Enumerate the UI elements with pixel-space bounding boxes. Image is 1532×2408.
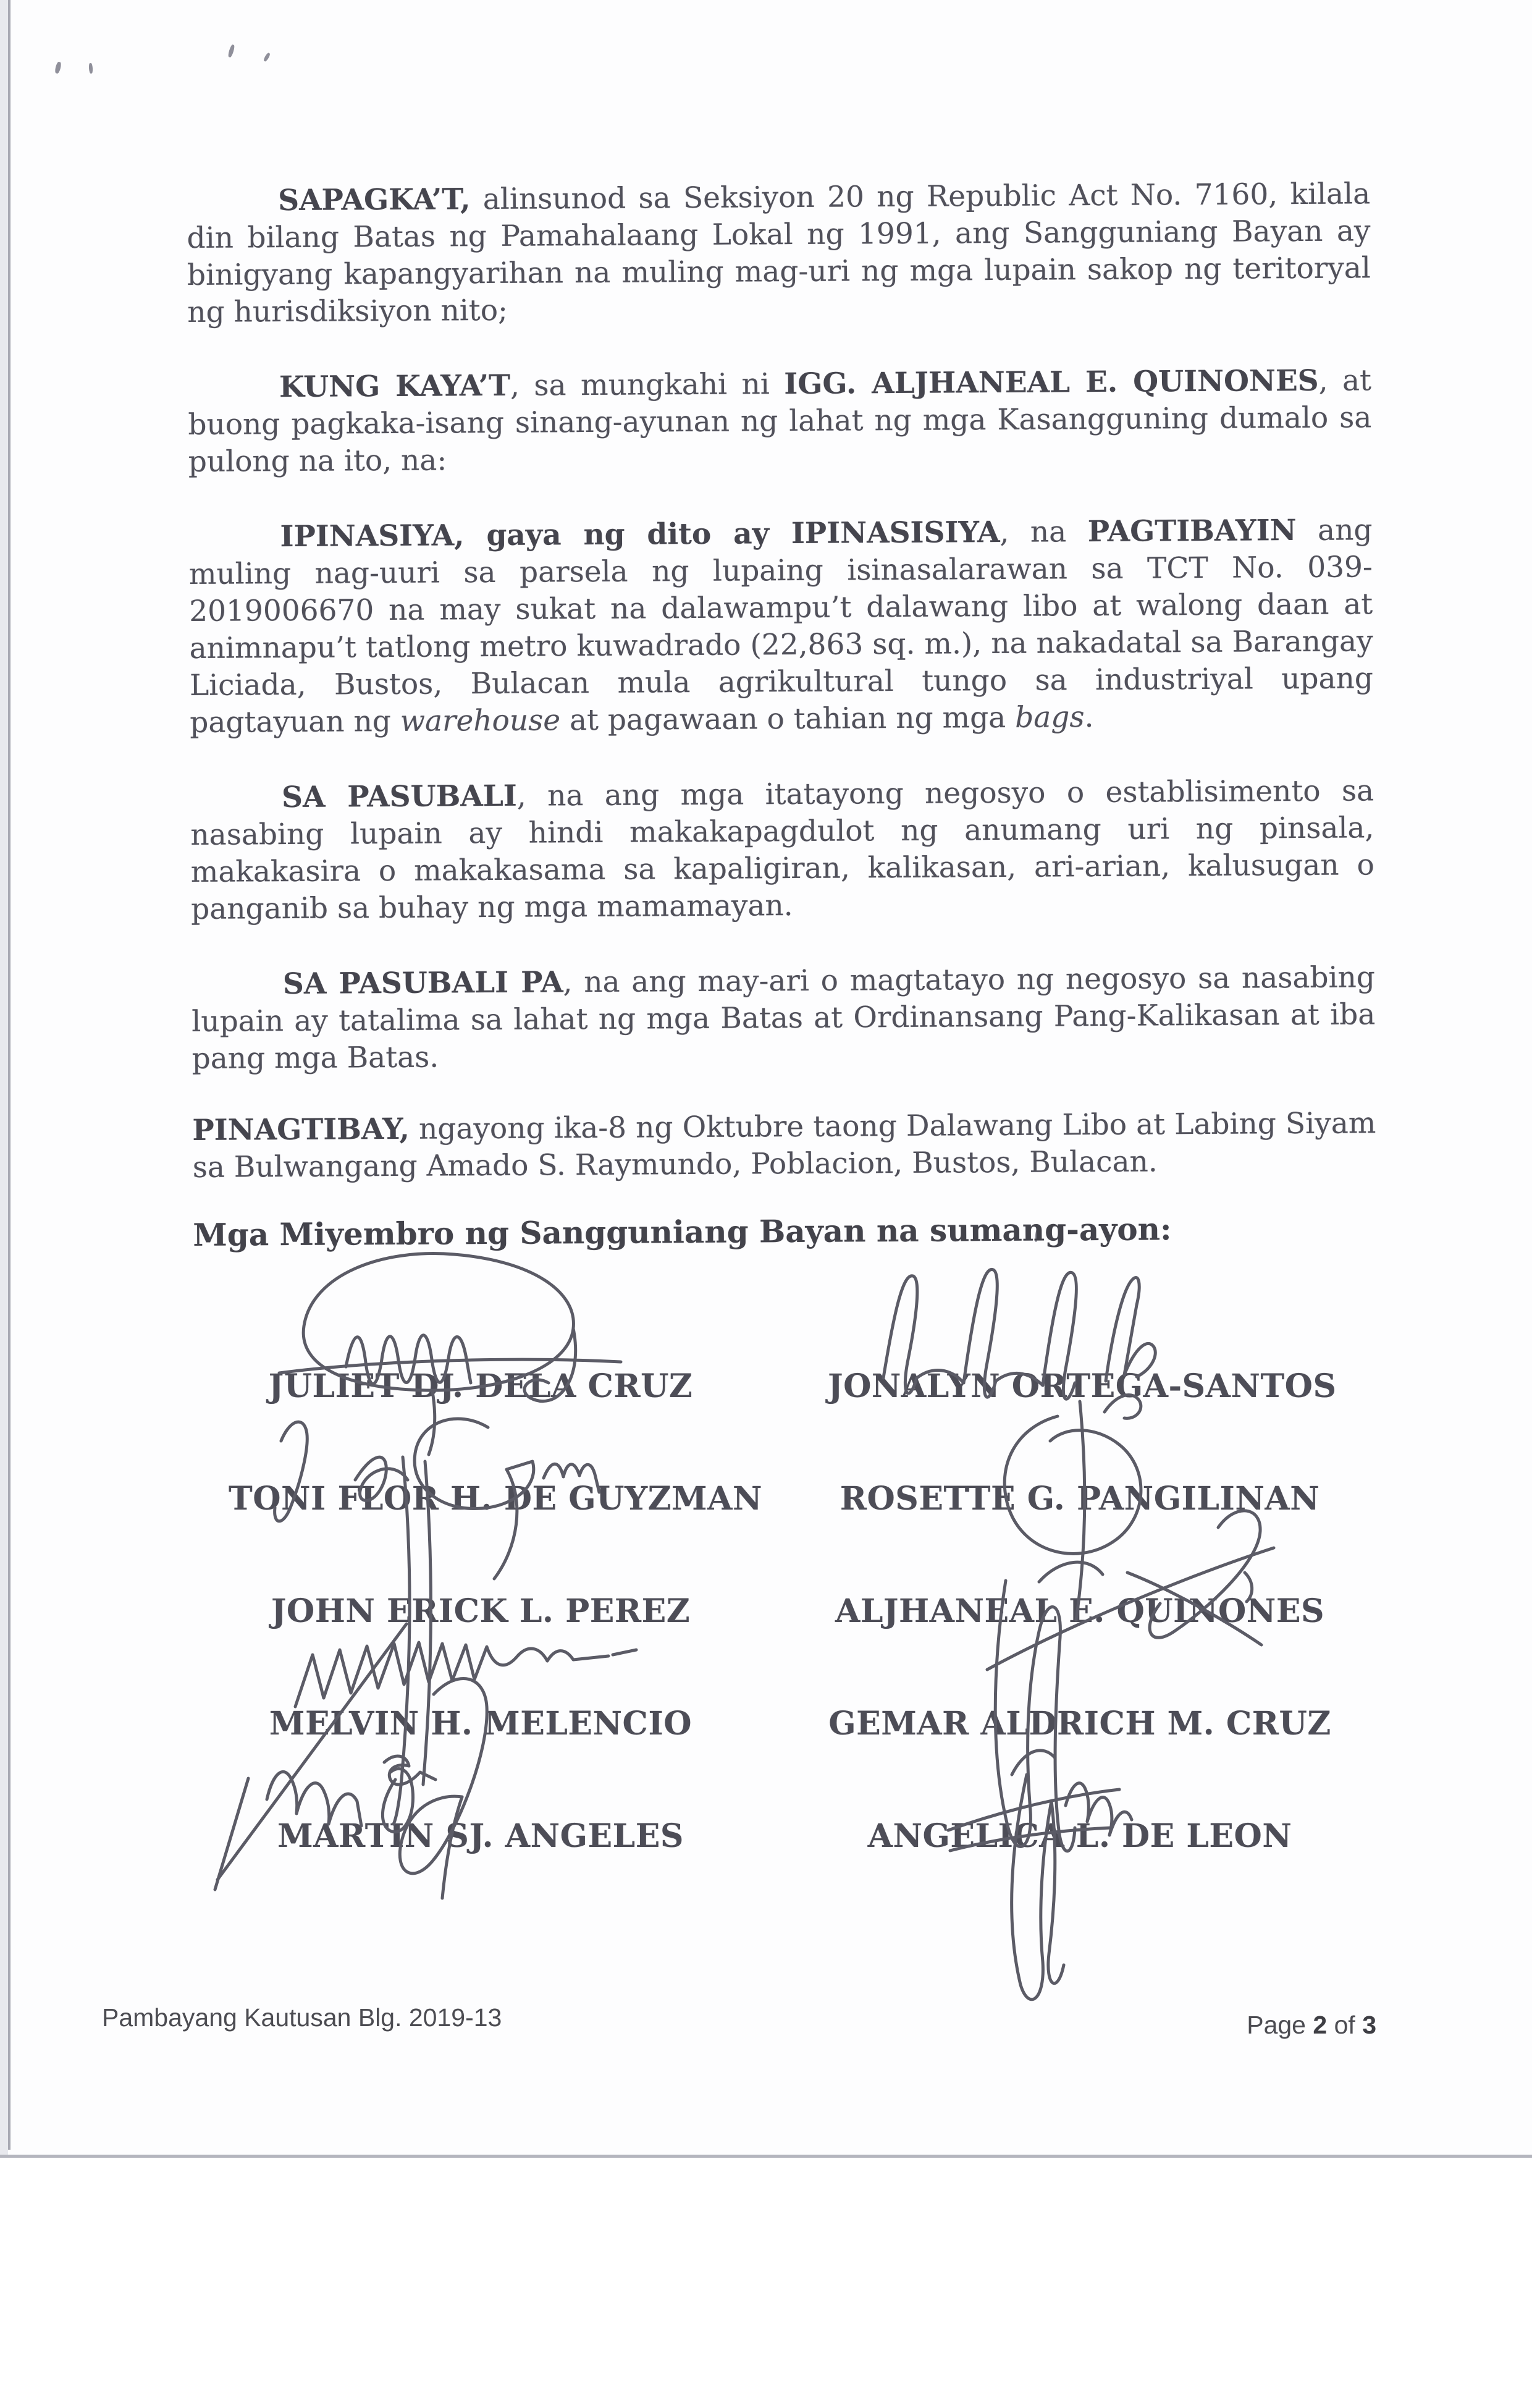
footer-ordinance-number: Pambayang Kautusan Blg. 2019-13: [102, 2003, 502, 2032]
member-name: ALJHANEAL E. QUINONES: [835, 1592, 1325, 1630]
member-name: ROSETTE G. PANGILINAN: [840, 1480, 1320, 1518]
paragraph-sa-pasubali-pa: SA PASUBALI PA, na ang may-ari o magtatayo ng negosyo sa nasabing lupain ay tatalima sa lahat ng mga Batas at Ordinansang Pang-Kalikasan at iba pang mga Batas.: [192, 960, 1376, 1076]
scan-background-below-page: [0, 2158, 1532, 2408]
paragraph-kung-kayat: KUNG KAYA’T, sa mungkahi ni IGG. ALJHANEAL E. QUINONES, at buong pagkaka-isang sinang-ayunan ng lahat ng mga Kasangguning dumalo sa pulong na ito, na:: [188, 363, 1372, 479]
member-name: TONI FLOR H. DE GUYZMAN: [229, 1480, 762, 1518]
paragraph-lead: PINAGTIBAY,: [192, 1112, 410, 1147]
member-name: MELVIN H. MELENCIO: [269, 1705, 692, 1743]
members-heading: Mga Miyembro ng Sangguniang Bayan na sumang-ayon:: [193, 1210, 1172, 1253]
scan-left-edge-line: [8, 0, 11, 2150]
paragraph-lead: SAPAGKA’T,: [278, 182, 471, 218]
paragraph-pinagtibay: PINAGTIBAY, ngayong ika-8 ng Oktubre taong Dalawang Libo at Labing Siyam sa Bulwangang Amado S. Raymundo, Poblacion, Bustos, Bulacan.: [192, 1106, 1376, 1185]
paragraph-ipinasiya: IPINASIYA, gaya ng dito ay IPINASISIYA, na PAGTIBAYIN ang muling nag-uuri sa parsela ng lupaing isinasalarawan sa TCT No. 039-2019006670 na may sukat na dalawampu’t dalawang libo at walong daan at animnapu’t tatlong metro kuwadrado (22,863 sq. m.), na nakadatal sa Barangay Liciada, Bustos, Bulacan mula agrikultural tungo sa industriyal upang pagtayuan ng warehouse at pagawaan o tahian ng mga bags.: [188, 513, 1374, 740]
member-name: MARTIN SJ. ANGELES: [277, 1817, 684, 1855]
footer-page-indicator: Page 2 of 3: [1247, 2011, 1376, 2039]
paragraph-sa-pasubali: SA PASUBALI, na ang mga itatayong negosyo o establisimento sa nasabing lupain ay hindi makakapagdulot ng anumang uri ng pinsala, makakasira o makakasama sa kapaligiran, kalikasan, ari-arian, kalusugan o panganib sa buhay ng mga mamamayan.: [190, 774, 1374, 926]
italic-term: warehouse: [400, 703, 561, 738]
italic-term: bags: [1014, 700, 1085, 735]
paragraph-lead: SA PASUBALI: [281, 779, 518, 815]
member-name: JULIET DJ. DELA CRUZ: [268, 1367, 693, 1405]
paragraph-lead: KUNG KAYA’T: [279, 368, 511, 405]
page-number: 2: [1313, 2011, 1328, 2039]
member-name: JONALYN ORTEGA-SANTOS: [828, 1367, 1337, 1405]
paragraph-sapagkat: SAPAGKA’T, alinsunod sa Seksiyon 20 ng Republic Act No. 7160, kilala din bilang Batas ng Pamahalaang Lokal ng 1991, ang Sangguniang Bayan ay binigyang kapangyarihan na muling mag-uri ng mga lupain sakop ng teritoryal ng hurisdiksiyon nito;: [187, 177, 1371, 329]
member-name: JOHN ERICK L. PEREZ: [271, 1592, 691, 1630]
member-name: GEMAR ALDRICH M. CRUZ: [828, 1705, 1331, 1743]
paragraph-lead: IPINASIYA, gaya ng dito ay IPINASISIYA: [280, 515, 1000, 554]
page-total: 3: [1362, 2011, 1376, 2039]
scan-left-edge: [0, 0, 8, 2157]
member-name: ANGELICA L. DE LEON: [867, 1817, 1292, 1855]
paragraph-lead: SA PASUBALI PA: [282, 965, 563, 1002]
proponent-name: IGG. ALJHANEAL E. QUINONES: [784, 363, 1319, 402]
